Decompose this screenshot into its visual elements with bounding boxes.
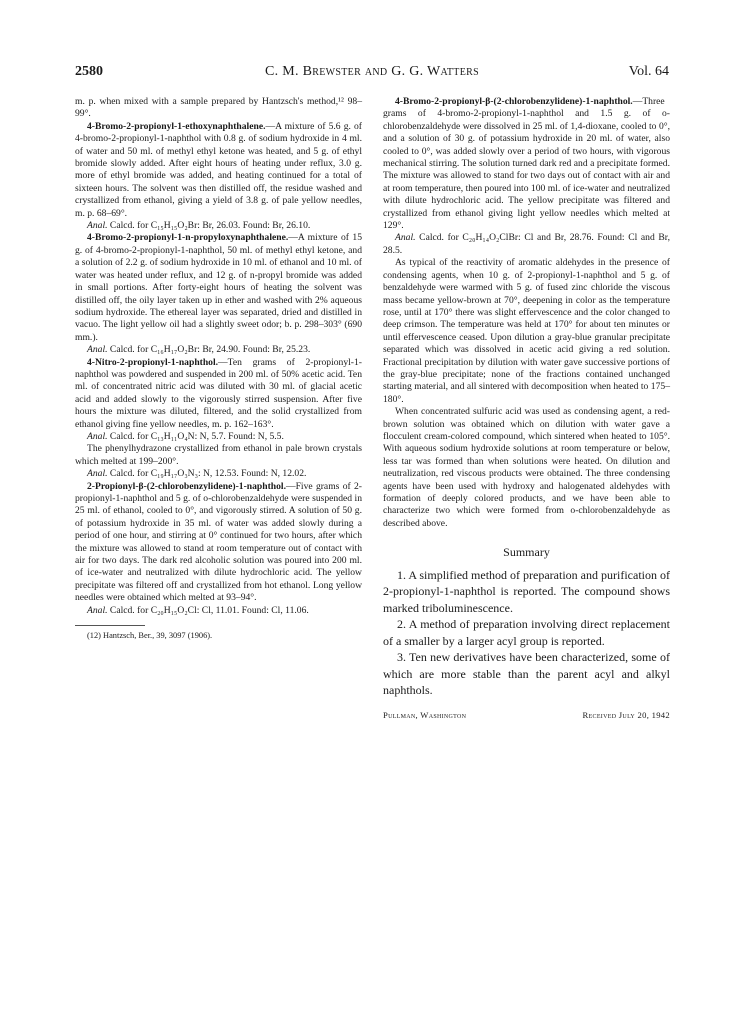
analysis-line: Anal. Calcd. for C₁₉H₁₇O₃N₃: N, 12.53. Found: N, 12.02. [87, 468, 307, 480]
paragraph-sulfuric-acid: When concentrated sulfuric acid was used as condensing agent, a red-brown solution was obtained which on dilution with water gave a flocculent cream-colored compound, which sintered when heated to 105°. With aqueous sodium hydroxide solutions at room temperature or below, less tar was formed than when solutions were heated. On dilution and neutralization, red viscous products were obtained. The three condensing agents have been used with hydroxy and halogenated aldehydes with formation of deeply colored products, and we have been able to characterize two which were formed from o-chlorobenzaldehyde as described above. [383, 406, 670, 529]
summary-heading: Summary [503, 545, 550, 560]
paragraph-phenylhydrazone: The phenylhydrazone crystallized from ethanol in pale brown crystals which melted at 199–200°. [75, 443, 362, 467]
paragraph-nitro-naphthol: 4-Nitro-2-propionyl-1-naphthol.—Ten grams of 2-propionyl-1-naphthol was powdered and suspended in 200 ml. of 50% acetic acid. Ten ml. of concentrated nitric acid was diluted with 30 ml. of glacial acetic acid and added slowly to the vigorously stirred suspension. After five hours the mixture was diluted, filtered, and the solid crystallized from ethanol giving fine yellow needles, m. p. 162–163°. [75, 356, 362, 430]
analysis-line: Anal. Calcd. for C₂₀H₁₅O₂Cl: Cl, 11.01. Found: Cl, 11.06. [87, 604, 309, 616]
page-number: 2580 [75, 64, 103, 79]
running-header [75, 64, 669, 86]
volume-label: Vol. 64 [628, 64, 669, 79]
summary-item-3: 3. Ten new derivatives have been characterized, some of which are more stable than the parent acyl and alkyl naphthols. [383, 650, 670, 698]
footnote-rule [75, 625, 145, 626]
running-title: C. M. Brewster and G. G. Watters [265, 64, 479, 79]
summary-item-2: 2. A method of preparation involving direct replacement of a smaller by a larger acyl group is reported. [383, 617, 670, 648]
analysis-line: Anal. Calcd. for C₁₆H₁₇O₂Br: Br, 24.90. Found: Br, 25.23. [87, 344, 311, 356]
compound-heading: 2-Propionyl-β-(2-chlorobenzylidene)-1-naphthol. [87, 480, 286, 492]
paragraph-ethoxynaphthalene: 4-Bromo-2-propionyl-1-ethoxynaphthalene.—A mixture of 5.6 g. of 4-bromo-2-propionyl-1-naphthol with 0.8 g. of sodium hydroxide in 4 ml. of water and 50 ml. of methyl ethyl ketone was heated, and 5 g. of ethyl bromide slowly added. After eight hours of heating under reflux, 3.0 g. more of ethyl bromide was added, and heating continued for a total of sixteen hours. The solvent was then distilled off, the residue washed and crystallized from ethanol, giving a yield of 3.8 g. of pale yellow needles, m. p. 68–69°. [75, 120, 362, 219]
compound-heading: 4-Bromo-2-propionyl-1-n-propyloxynaphthalene. [87, 232, 289, 244]
footnote: (12) Hantzsch, Ber., 39, 3097 (1906). [87, 631, 213, 641]
analysis-line: Anal. Calcd. for C₂₀H₁₄O₂ClBr: Cl and Br, 28.76. Found: Cl and Br, 28.5. [383, 232, 670, 256]
paragraph-aldehyde-reactivity: As typical of the reactivity of aromatic aldehydes in the presence of condensing agents, when 10 g. of 2-propionyl-1-naphthol and 5 g. of benzaldehyde were warmed with 5 g. of fused zinc chloride the viscous mass became yellow-brown at 70°, deepening in color as the temperature rose, until at 170° there was slight effervescence and the color changed to deep crimson. The temperature was held at 170° for about ten minutes or until effervescence ceased. Upon dilution a gray-blue granular precipitate separated which was dissolved in acetic acid giving a red solution. Fractional precipitation by dilution with water gave successive portions of the gray-blue precipitate; none of the fractions contained unchanged starting material, and all sintered with decomposition when heated to 175–180°. [383, 257, 670, 405]
compound-heading: 4-Bromo-2-propionyl-1-ethoxynaphthalene. [87, 120, 266, 132]
paragraph-bromo-chlorobenzylidene: 4-Bromo-2-propionyl-β-(2-chlorobenzylidene)-1-naphthol.—Three grams of 4-bromo-2-propionyl-1-naphthol and 1.5 g. of o-chlorobenzaldehyde were dissolved in 25 ml. of 1,4-dioxane, cooled to 0°, and a solution of 30 g. of potassium hydroxide in 20 ml. of water, also cooled to 0°, was added slowly over a period of two hours, with vigorous mechanical stirring. The solution turned dark red and a precipitate formed. The mixture was allowed to stand for two days out of contact with air and at room temperature, then poured into 100 ml. of ice-water and neutralized with dilute hydrochloric acid. The yellow precipitate was filtered and crystallized from ethanol giving light yellow needles which melted at 129°. [383, 96, 670, 232]
paragraph-chlorobenzylidene-naphthol: 2-Propionyl-β-(2-chlorobenzylidene)-1-naphthol.—Five grams of 2-propionyl-1-naphthol and 5 g. of o-chlorobenzaldehyde were suspended in 25 ml. of ethanol, cooled to 0°, and vigorously stirred. A solution of 50 g. of potassium hydroxide in 35 ml. of water was added slowly during a period of one hour, and stirring at 0° continued for two hours, after which the mixture was allowed to stand at room temperature out of contact with air for two days. The dark red alcoholic solution was poured into 200 ml. of ice-water and neutralized with dilute hydrochloric acid. The yellow precipitate was filtered off and crystallized from hot ethanol. Long yellow needles were obtained which melted at 93–94°. [75, 480, 362, 604]
author-location: Pullman, Washington [383, 709, 467, 720]
signature-line [383, 709, 670, 721]
compound-heading: 4-Bromo-2-propionyl-β-(2-chlorobenzylidene)-1-naphthol. [395, 96, 633, 107]
paragraph-propyloxynaphthalene: 4-Bromo-2-propionyl-1-n-propyloxynaphthalene.—A mixture of 15 g. of 4-bromo-2-propionyl-1-naphthol, 50 ml. of methyl ethyl ketone, and a solution of 2.2 g. of sodium hydroxide in 10 ml. of ethanol and 10 ml. of water was heated under reflux, and 12 g. of n-propyl bromide was added in small portions. After forty-eight hours of heating the solvent was distilled off, the oily layer taken up in ether and washed with 2% aqueous sodium hydroxide. The ethereal layer was separated, dried and distilled in vacuo. The light yellow oil had a slightly sweet odor; b. p. 298–303° (690 mm.). [75, 232, 362, 343]
analysis-line: Anal. Calcd. for C₁₃H₁₁O₄N: N, 5.7. Found: N, 5.5. [87, 430, 284, 442]
summary-item-1: 1. A simplified method of preparation and purification of 2-propionyl-1-naphthol is reported. The compound shows marked triboluminescence. [383, 567, 670, 615]
left-column [75, 96, 362, 641]
received-date: Received July 20, 1942 [582, 709, 670, 720]
compound-heading: 4-Nitro-2-propionyl-1-naphthol. [87, 356, 219, 368]
right-column [383, 96, 670, 721]
paragraph-hantzsch: m. p. when mixed with a sample prepared by Hantzsch's method,¹² 98–99°. [75, 96, 362, 120]
analysis-line: Anal. Calcd. for C₁₅H₁₅O₂Br: Br, 26.03. Found: Br, 26.10. [87, 220, 311, 232]
